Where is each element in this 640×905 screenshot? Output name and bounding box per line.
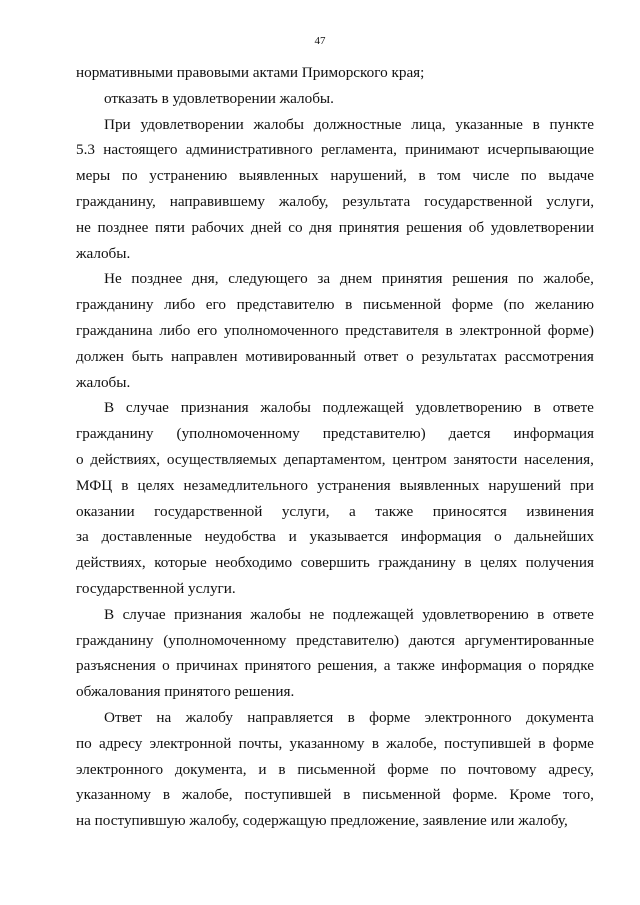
text-line: обжалования принятого решения. (76, 683, 295, 701)
text-line: за доставленные неудобства и указывается информация о дальнейших (76, 528, 594, 546)
paragraph-complaint-satisfied (76, 112, 594, 267)
text-line: В случае признания жалобы не подлежащей удовлетворению в ответе (104, 605, 594, 623)
text-line: должен быть направлен мотивированный ответ о результатах рассмотрения (76, 347, 594, 365)
paragraph-refusal-explanation (76, 602, 594, 705)
text-line: В случае признания жалобы подлежащей удовлетворению в ответе (104, 399, 594, 417)
text-line: по адресу электронной почты, указанному в жалобе, поступившей в форме (76, 734, 594, 752)
text-line: гражданину, направившему жалобу, результата государственной услуги, (76, 192, 594, 210)
text-line: жалобы. (76, 244, 131, 262)
paragraph-continuation (76, 60, 594, 86)
text-line: При удовлетворении жалобы должностные лица, указанные в пункте (104, 115, 594, 133)
paragraph-answer-delivery (76, 705, 594, 834)
text-line: гражданина либо его уполномоченного представителя в электронной форме) (76, 321, 594, 339)
paragraph-refuse-complaint (76, 86, 594, 112)
text-line: меры по устранению выявленных нарушений, в том числе по выдаче (76, 167, 594, 185)
text-line: отказать в удовлетворении жалобы. (104, 89, 334, 107)
text-line: электронного документа, и в письменной форме по почтовому адресу, (76, 760, 594, 778)
text-line: государственной услуги. (76, 579, 236, 597)
text-line: указанному в жалобе, поступившей в письменной форме. Кроме того, (76, 786, 594, 804)
text-line: 5.3 настоящего административного регламента, принимают исчерпывающие (76, 141, 594, 159)
document-body (76, 60, 594, 834)
text-line: действиях, которые необходимо совершить гражданину в целях получения (76, 554, 594, 572)
text-line: гражданину либо его представителю в письменной форме (по желанию (76, 296, 594, 314)
text-line: Ответ на жалобу направляется в форме электронного документа (104, 708, 594, 726)
text-line: МФЦ в целях незамедлительного устранения выявленных нарушений при (76, 476, 594, 494)
text-line: жалобы. (76, 373, 131, 391)
text-line: гражданину (уполномоченному представителю) дается информация (76, 425, 594, 443)
page-number: 47 (314, 35, 326, 47)
text-line: оказании государственной услуги, а также приносятся извинения (76, 502, 594, 520)
text-line: гражданину (уполномоченному представителю) даются аргументированные (76, 631, 594, 649)
text-line: на поступившую жалобу, содержащую предложение, заявление или жалобу, (76, 812, 568, 830)
text-line: разъяснения о причинах принятого решения, а также информация о порядке (76, 657, 594, 675)
text-line: не позднее пяти рабочих дней со дня принятия решения об удовлетворении (76, 218, 594, 236)
text-line: нормативными правовыми актами Приморского края; (76, 64, 425, 81)
paragraph-reasoned-answer (76, 266, 594, 395)
text-line: о действиях, осуществляемых департаментом, центром занятости населения, (76, 450, 594, 468)
text-line: Не позднее дня, следующего за днем принятия решения по жалобе, (104, 270, 594, 288)
paragraph-satisfaction-info (76, 395, 594, 601)
